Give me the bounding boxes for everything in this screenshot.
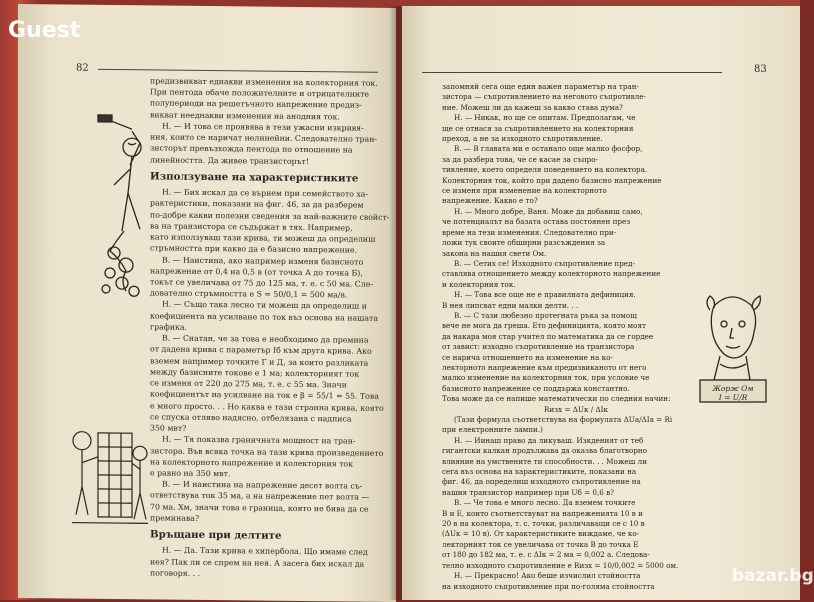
section-heading: Използуване на характеристиките [150,171,390,185]
text-line: Н. — Никак, но ще се опитам. Предполагам, че [442,113,710,123]
text-line: като използуваш тази крива, ти можеш да определиш [150,231,390,245]
text-line: тивление, което определя поведението на колектора. [442,165,710,175]
left-header-rule [98,69,378,73]
text-line: рактеристики, показани на фиг. 46, за да разберем [150,198,390,212]
text-line: ставлява отношението между колекторното напрежение [442,269,710,279]
text-line: Това може да се напише математически по следния начин: [442,394,710,404]
text-line: 20 в на колектора, т. с. точки, различаващи се с 10 в [442,519,710,529]
text-line: се изменя от 220 до 275 ма, т. е. с 55 ма. Значи [150,377,390,391]
text-line: преминава? [150,512,390,526]
text-line: зистора — съпротивлението на неговото съпротивле- [442,92,710,102]
right-page-number: 83 [754,64,767,75]
text-line: поговоря. . . [150,567,390,581]
text-line: нашия транзистор например при Uб = 0,6 в? [442,488,710,498]
text-line: Н. — Бих искал да се върнем при семейството ха- [150,187,390,201]
text-line: Колекторния ток, който при дадено базисно напрежение [442,176,710,186]
text-line: зистора. Във всяка точка на тази крива произведението [150,445,390,459]
text-line: лекторният ток се увеличава от точка В до точка Е [442,540,710,550]
man-with-hammer-illustration [84,113,156,304]
text-line: ва на транзистора се съдържат в тях. Например, [150,220,390,234]
open-book [18,6,800,600]
text-line: стръмността при какво да е базисно напрежение. [150,243,390,257]
section-heading: Връщане при делтите [150,530,390,544]
right-page [402,6,800,600]
text-line: от 180 до 182 ма, т. е. с ΔIк = 2 ма = 0,002 а. Следова- [442,550,710,560]
bust-formula: I = U/R [719,393,748,402]
text-line: викват нееднакви изменения на анодния ток. [150,109,390,123]
text-line: напрежение от 0,4 на 0,5 в (от точка А до точка Б), [150,265,390,279]
text-line: е равно на 350 мвт. [150,467,390,481]
text-line: В. — В главата ми е останало още малко фосфор, [442,144,710,154]
text-line: Н. — Прекрасно! Ако беше изчислил стойността [442,571,710,581]
text-line: че потенциалът на базата остава постоянен през [442,217,710,227]
bazar-watermark: bazar.bg [732,566,814,586]
text-line: В. — Наистина, ако например изменя базисното [150,254,390,268]
text-line: (ΔUк = 10 в). От характеристиките виждаме, че ко- [442,529,710,539]
text-line: между базисните токове е 1 ма; колекторният ток [150,366,390,380]
text-line: Н. — Много добре, Ваня. Може да добавиш само, [442,207,710,217]
text-line: Н. — И това се проявява в тези ужасни изкривя- [150,120,390,134]
text-line: ложи тук своите обширни разсъждения за [442,238,710,248]
text-line: В. — И наистина на напрежение десет волта съ- [150,479,390,493]
text-line: коефициента на усилване по ток въз основа на нашата [150,310,390,324]
text-line: телно изходното съпротивление е Rизх = 10/0,002 = 5000 ом. [442,561,710,571]
text-line: Н. — Иинаш право да ликуваш. Изкденият от теб [442,436,710,446]
left-text-column [150,75,390,581]
right-text-column [442,82,710,592]
text-line: 70 ма. Хм, значи това е граница, която не бива да се [150,501,390,515]
text-line: линейността. Да живее транзисторът! [150,154,390,168]
text-line: дователно стръмността е S = 50/0,1 = 500 ма/в. [150,288,390,302]
text-line: вече не мога да греша. Ето дефиницията, която моят [442,321,710,331]
text-line: и колекторния ток. [442,280,710,290]
text-line: се изменя при изменение на колекторното [442,186,710,196]
text-line: нея? Пак ли се спрем на нея. А засега бих искал да [150,556,390,570]
text-line: коефициентът на усилване на ток е β = 55/1 = 55. Това [150,389,390,403]
text-line: преход, а не за изходното съпротивление. [442,134,710,144]
left-page-number: 82 [76,63,89,74]
text-line: базисното напрежение се поддържа константно. [442,384,710,394]
men-at-scaffold-illustration [68,423,150,536]
text-line: на колекторното напрежение и колекторния ток [150,456,390,470]
text-line: Н. — Също така лесно ти можеш да определиш и [150,299,390,313]
text-line: за да разбера това, че се касае за съпро- [442,155,710,165]
right-header-rule [422,72,722,73]
text-line: зисторът превъзхожда пентода по отношение на [150,143,390,157]
text-line: фиг. 46, да определиш изходното съпротивление на [442,477,710,487]
text-line: При пентода обаче положителните и отрицателните [150,87,390,101]
text-line: Н. — Да. Тази крива е хипербола. Що имаме след [150,545,390,559]
text-line: по-добре какви полезни сведения за най-важните свойст- [150,209,390,223]
text-line: лекторното напрежение към предизвиканото от него [442,363,710,373]
text-line: се нарича отношението на изменение на ко- [442,353,710,363]
bust-caption: Жорж Ом [712,384,753,393]
text-line: ответствува ток 35 ма, а на напрежение пет волта — [150,490,390,504]
text-line: влияние на умствените ти способности. . . Можеш ли [442,457,710,467]
text-line: гигантски калкан продължава да оказва благотворно [442,446,710,456]
text-line: от завист: изходно съпротивление на транзистора [442,342,710,352]
text-line: напрежение. Какво е то? [442,196,710,206]
text-line: Н. — Това все още не е правилната дефиниция. [442,290,710,300]
guest-watermark: Guest [8,18,80,43]
text-line: малко изменение на колекторния ток, при условие че [442,373,710,383]
text-line: при електронните лампи.) [442,425,710,435]
text-line: В. — Снатан, че за това е необходимо да премина [150,333,390,347]
text-line: закона на нашия свети Ом. [442,249,710,259]
text-line: В. — Че това е много лесно. Да вземем точките [442,498,710,508]
text-line: време на тези изменения. Следователно при- [442,228,710,238]
text-line: 350 мвт? [150,422,390,436]
text-line: В. — С тази любезно протегната ръка за помощ [442,311,710,321]
text-line: токът се увеличава от 75 до 125 ма, т. е. с 50 ма. Сле- [150,276,390,290]
text-line: на изходното съпротивление при по-голяма стойността [442,582,710,592]
text-line: ние. Можеш ли да кажеш за какво става дума? [442,103,710,113]
text-line: ще се отнася за съпротивлението на колекторния [442,124,710,134]
text-line: В и Е, които съответствуват на напреженията 10 в и [442,509,710,519]
text-line: графика. [150,321,390,335]
text-line: запомняй сега още един важен параметър на тран- [442,82,710,92]
text-line: Н. — Тя показва граничната мощност на тран- [150,434,390,448]
text-line: Rизх = ΔUк / ΔIк [442,405,710,415]
bust-plaque [702,384,764,402]
text-line: ния, които се наричат нелинейни. Следователно тран- [150,132,390,146]
text-line: (Тази формула съответствува на формулата ΔUа/ΔIа = Ri [442,415,710,425]
left-page [18,4,396,602]
text-line: предизвикват еднакви изменения на колекторния ток. [150,75,390,89]
text-line: е много просто. . . Но каква е тази странна крива, която [150,400,390,414]
text-line: полупериоди на решетъчното напрежение предиз- [150,98,390,112]
text-line: вземем например точките Г и Д, за които разликата [150,355,390,369]
text-line: да накара моя стар учител по математика да се гордее [442,332,710,342]
text-line: сега въз основа на характеристиките, показани на [442,467,710,477]
text-line: се спуска отляво надясно, отбелязана с надписа [150,411,390,425]
text-line: В нея липсват едни малки делти. . . [442,301,710,311]
text-line: В. — Сетих се! Изходното съпротивление пред- [442,259,710,269]
text-line: от дадена крива с параметър Iб към друга крива. Ако [150,344,390,358]
